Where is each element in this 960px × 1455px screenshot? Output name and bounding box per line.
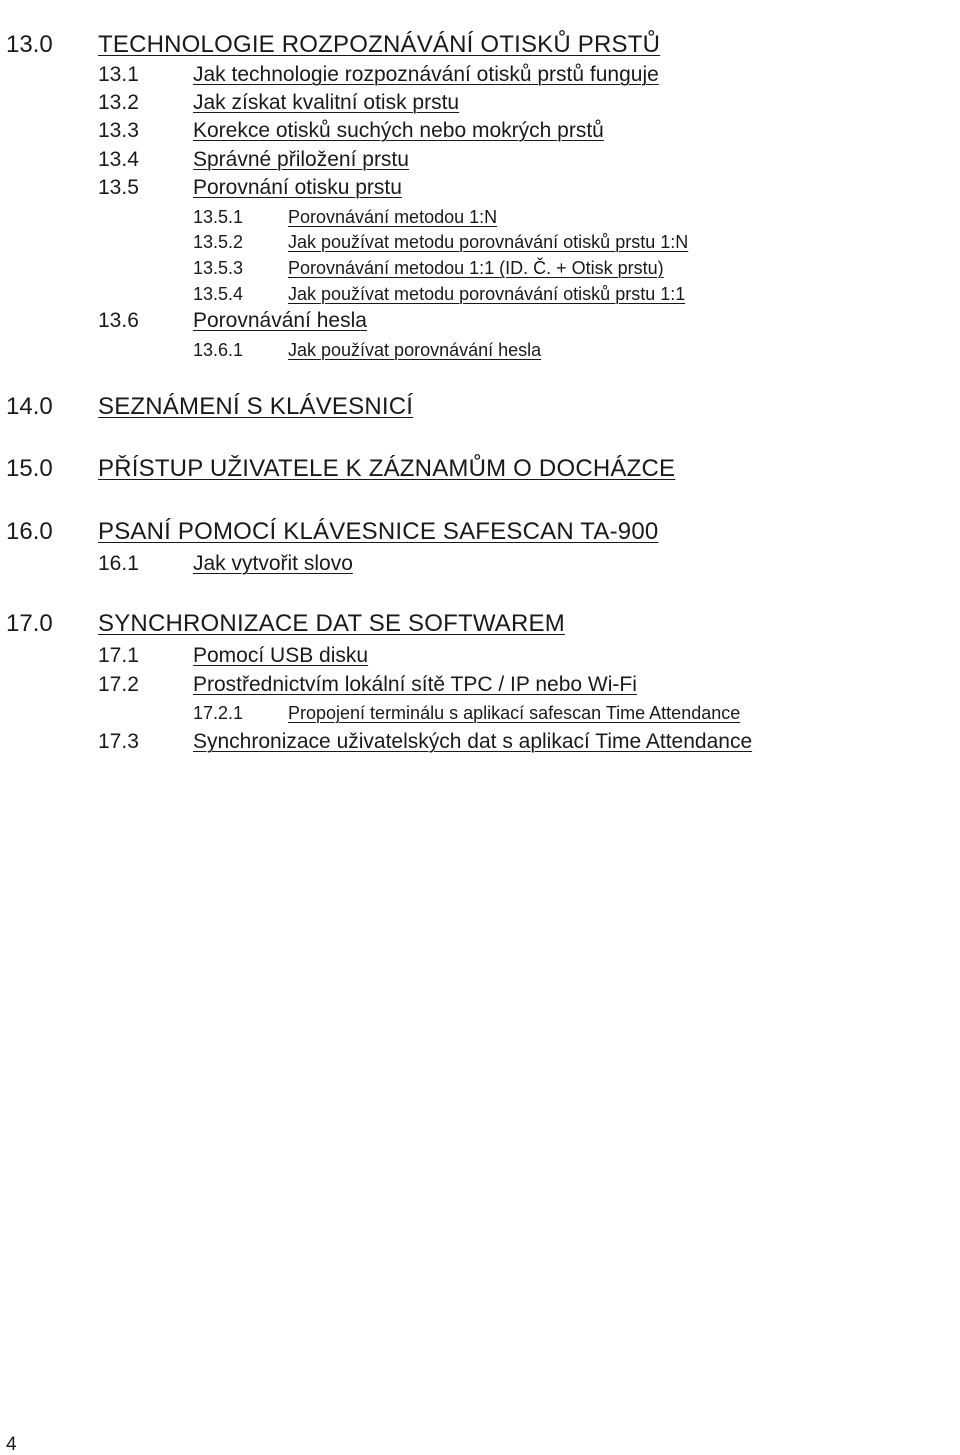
toc-number: 13.2 [98,91,139,114]
toc-link[interactable]: Jak získat kvalitní otisk prstu [193,91,460,114]
toc-number: 13.0 [6,31,53,58]
toc-number: 17.0 [6,610,53,637]
toc-link[interactable]: Jak používat porovnávání hesla [288,340,542,360]
toc-link[interactable]: Jak vytvořit slovo [193,552,353,575]
toc-link[interactable]: Pomocí USB disku [193,644,369,667]
toc-link[interactable]: Porovnávání hesla [193,309,367,332]
toc-link[interactable]: PŘÍSTUP UŽIVATELE K ZÁZNAMŮM O DOCHÁZCE [98,455,676,482]
toc-link[interactable]: Propojení terminálu s aplikací safescan Time Attendance [288,703,741,723]
toc-link[interactable]: TECHNOLOGIE ROZPOZNÁVÁNÍ OTISKŮ PRSTŮ [98,31,661,58]
toc-number: 13.1 [98,63,139,86]
toc-number: 16.1 [98,552,139,575]
toc-number: 13.4 [98,148,139,171]
toc-number: 13.5 [98,176,139,199]
toc-link[interactable]: SEZNÁMENÍ S KLÁVESNICÍ [98,393,414,420]
toc-link[interactable]: Prostřednictvím lokální sítě TPC / IP nebo Wi-Fi [193,673,637,696]
toc-number: 13.5.2 [193,232,244,252]
toc-link[interactable]: Správné přiložení prstu [193,148,409,171]
toc-number: 13.5.4 [193,284,244,304]
toc-link[interactable]: Porovnávání metodou 1:1 (ID. Č. + Otisk prstu) [288,258,664,278]
toc-number: 17.1 [98,644,139,667]
toc-number: 13.3 [98,119,139,142]
toc-number: 13.5.3 [193,258,244,278]
toc-number: 17.3 [98,730,139,753]
toc-link[interactable]: Jak používat metodu porovnávání otisků prstu 1:1 [288,284,686,304]
toc-link[interactable]: Porovnávání metodou 1:N [288,207,498,227]
toc-link[interactable]: Porovnání otisku prstu [193,176,402,199]
toc-link[interactable]: SYNCHRONIZACE DAT SE SOFTWAREM [98,610,565,637]
toc-number: 15.0 [6,455,53,482]
toc-number: 16.0 [6,518,53,545]
toc-number: 13.6 [98,309,139,332]
toc-number: 13.6.1 [193,340,244,360]
toc-number: 17.2.1 [193,703,244,723]
toc-number: 13.5.1 [193,207,244,227]
toc-number: 14.0 [6,393,53,420]
page-number: 4 [6,1434,17,1455]
toc-link[interactable]: Jak technologie rozpoznávání otisků prstů funguje [193,63,659,86]
toc-number: 17.2 [98,673,139,696]
toc-link[interactable]: Korekce otisků suchých nebo mokrých prstů [193,119,604,142]
toc-link[interactable]: Jak používat metodu porovnávání otisků prstu 1:N [288,232,689,252]
toc-link[interactable]: PSANÍ POMOCÍ KLÁVESNICE SAFESCAN TA-900 [98,518,659,545]
toc-link[interactable]: Synchronizace uživatelských dat s aplikací Time Attendance [193,730,753,753]
